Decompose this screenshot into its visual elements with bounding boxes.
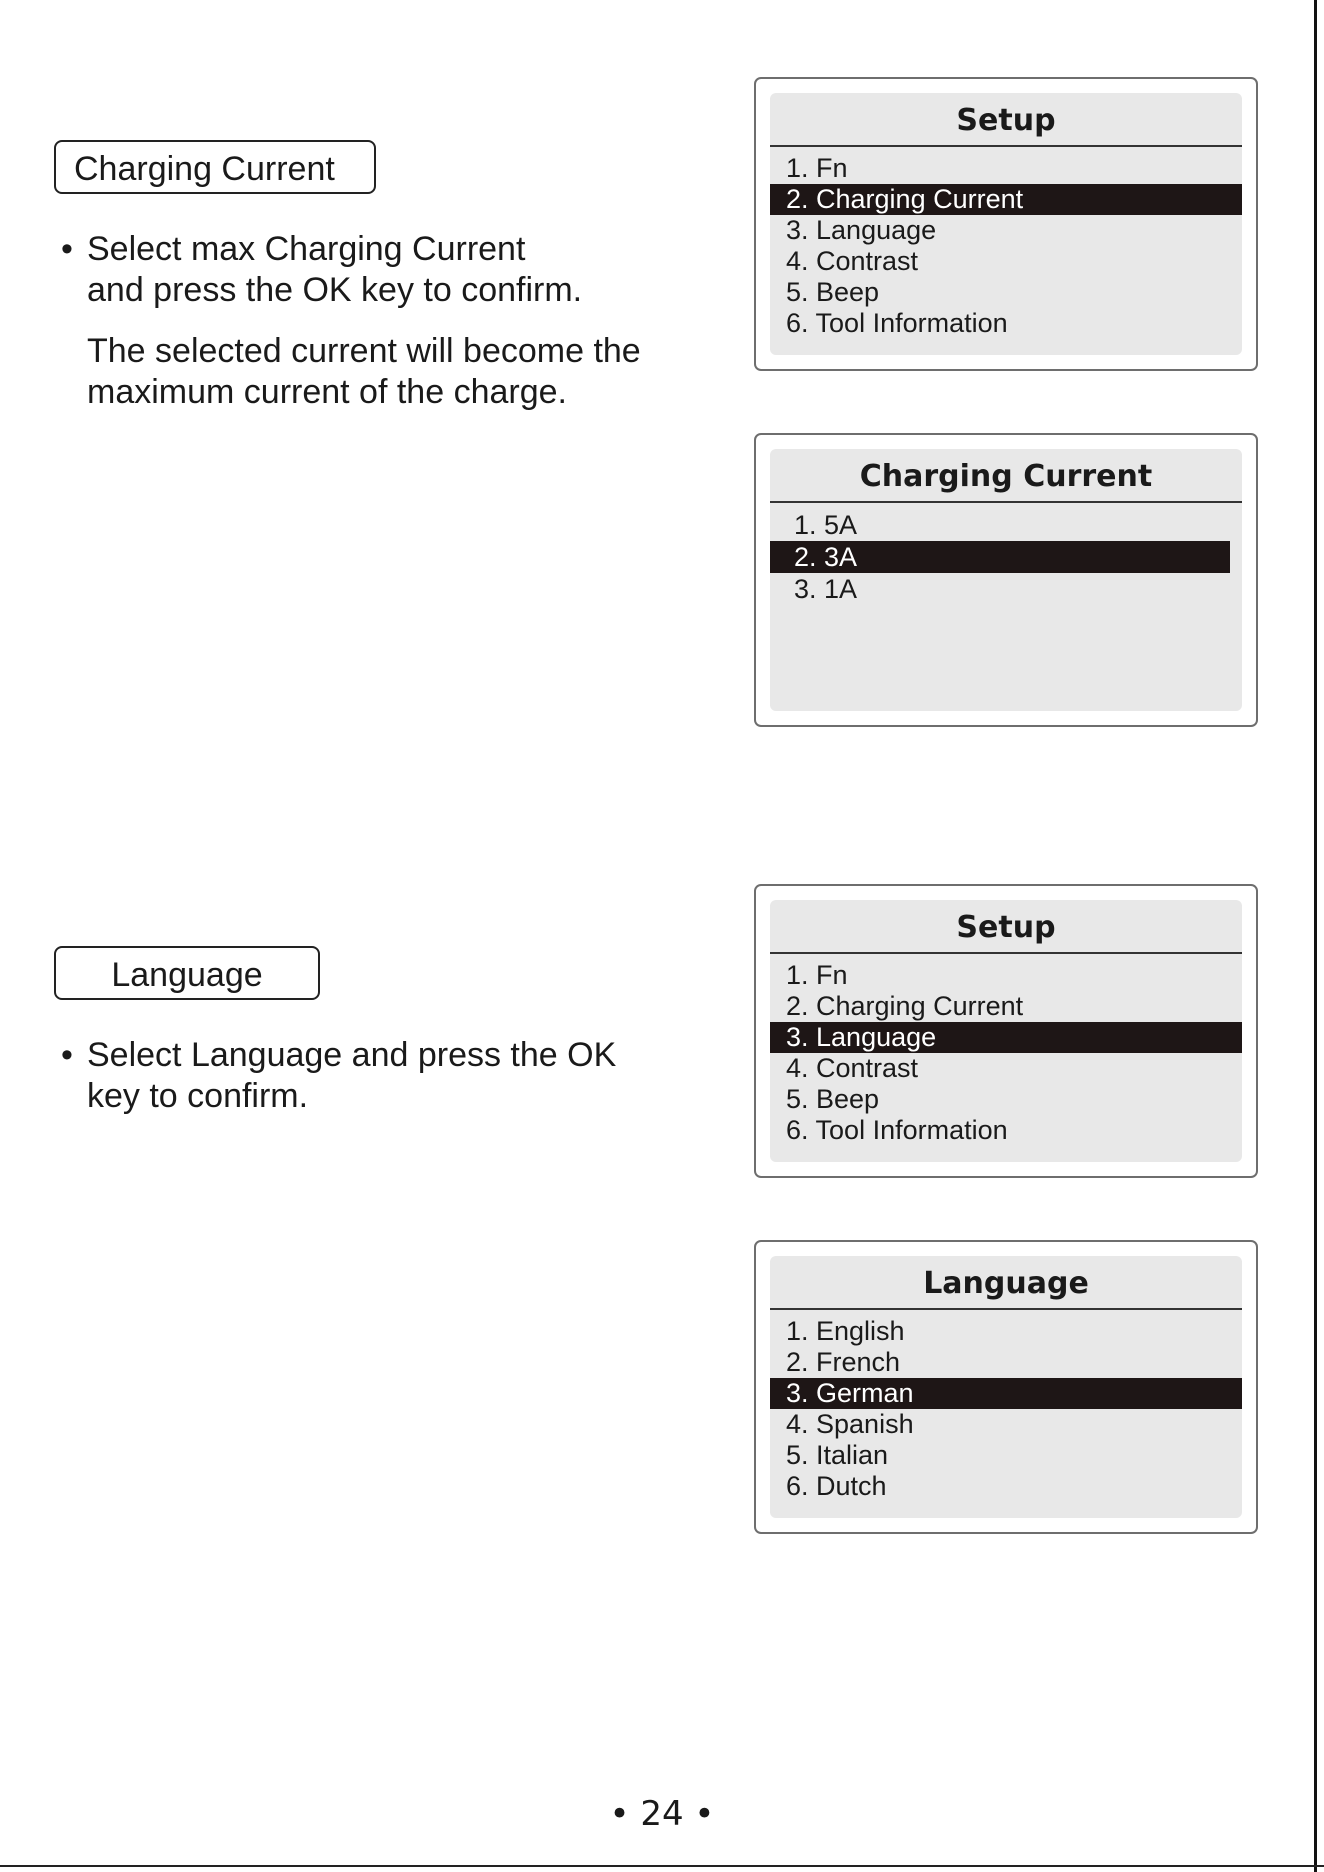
charging-instruction — [61, 229, 727, 311]
menu-item[interactable]: 3. Language — [770, 1022, 1242, 1053]
screen-title: Setup — [956, 910, 1056, 945]
section-label-charging-current: Charging Current — [54, 140, 376, 194]
note-line: The selected current will become the — [87, 332, 641, 370]
section-label-language: Language — [54, 946, 320, 1000]
menu-item[interactable]: 2. Charging Current — [786, 991, 1024, 1021]
note-line: maximum current of the charge. — [87, 373, 567, 411]
menu-item[interactable]: 3. German — [770, 1378, 1242, 1409]
lcd-display — [770, 93, 1242, 355]
menu-list — [770, 960, 1242, 1146]
title-divider — [770, 145, 1242, 147]
menu-item[interactable]: 6. Tool Information — [786, 1115, 1008, 1145]
screen-title: Charging Current — [859, 459, 1153, 494]
lcd-display — [770, 1256, 1242, 1518]
menu-item[interactable]: 4. Contrast — [786, 246, 919, 276]
menu-item[interactable]: 5. Beep — [786, 1084, 880, 1114]
menu-item[interactable]: 5. Beep — [786, 277, 880, 307]
lcd-display — [770, 900, 1242, 1162]
menu-item[interactable]: 1. Fn — [786, 153, 848, 183]
menu-item[interactable]: 1. English — [786, 1316, 905, 1346]
lcd-screen-setup — [754, 884, 1258, 1178]
menu-item[interactable]: 4. Contrast — [786, 1053, 919, 1083]
title-divider — [770, 1308, 1242, 1310]
page-bottom-rule — [0, 1865, 1324, 1867]
menu-list — [770, 153, 1242, 339]
lcd-screen-language — [754, 1240, 1258, 1534]
instruction-line: key to confirm. — [87, 1077, 309, 1115]
bullet-icon: • — [61, 1036, 73, 1074]
instruction-line: Select max Charging Current — [87, 230, 526, 268]
title-divider — [770, 952, 1242, 954]
title-divider — [770, 501, 1242, 503]
page-edge-rule — [1314, 0, 1317, 1872]
screen-title: Language — [923, 1266, 1089, 1301]
menu-list — [770, 1316, 1242, 1502]
charging-note — [87, 331, 727, 413]
screen-title: Setup — [956, 103, 1056, 138]
menu-list — [770, 509, 1242, 605]
menu-item[interactable]: 2. French — [786, 1347, 901, 1377]
page-number: • 24 • — [609, 1794, 715, 1834]
lcd-screen-setup — [754, 77, 1258, 371]
language-instruction — [61, 1035, 727, 1117]
lcd-screen-charging-current — [754, 433, 1258, 727]
menu-item[interactable]: 5. Italian — [786, 1440, 889, 1470]
bullet-icon: • — [61, 230, 73, 268]
menu-item[interactable]: 2. Charging Current — [770, 184, 1242, 215]
menu-item[interactable]: 2. 3A — [770, 541, 1230, 573]
menu-item[interactable]: 6. Tool Information — [786, 308, 1008, 338]
menu-item[interactable]: 3. Language — [786, 215, 937, 245]
menu-item[interactable]: 4. Spanish — [786, 1409, 914, 1439]
instruction-line: Select Language and press the OK — [87, 1036, 617, 1074]
menu-item[interactable]: 6. Dutch — [786, 1471, 887, 1501]
menu-item[interactable]: 1. Fn — [786, 960, 848, 990]
menu-item[interactable]: 1. 5A — [794, 510, 858, 540]
menu-item[interactable]: 3. 1A — [794, 574, 858, 604]
instruction-line: and press the OK key to confirm. — [87, 271, 583, 309]
lcd-display — [770, 449, 1242, 711]
